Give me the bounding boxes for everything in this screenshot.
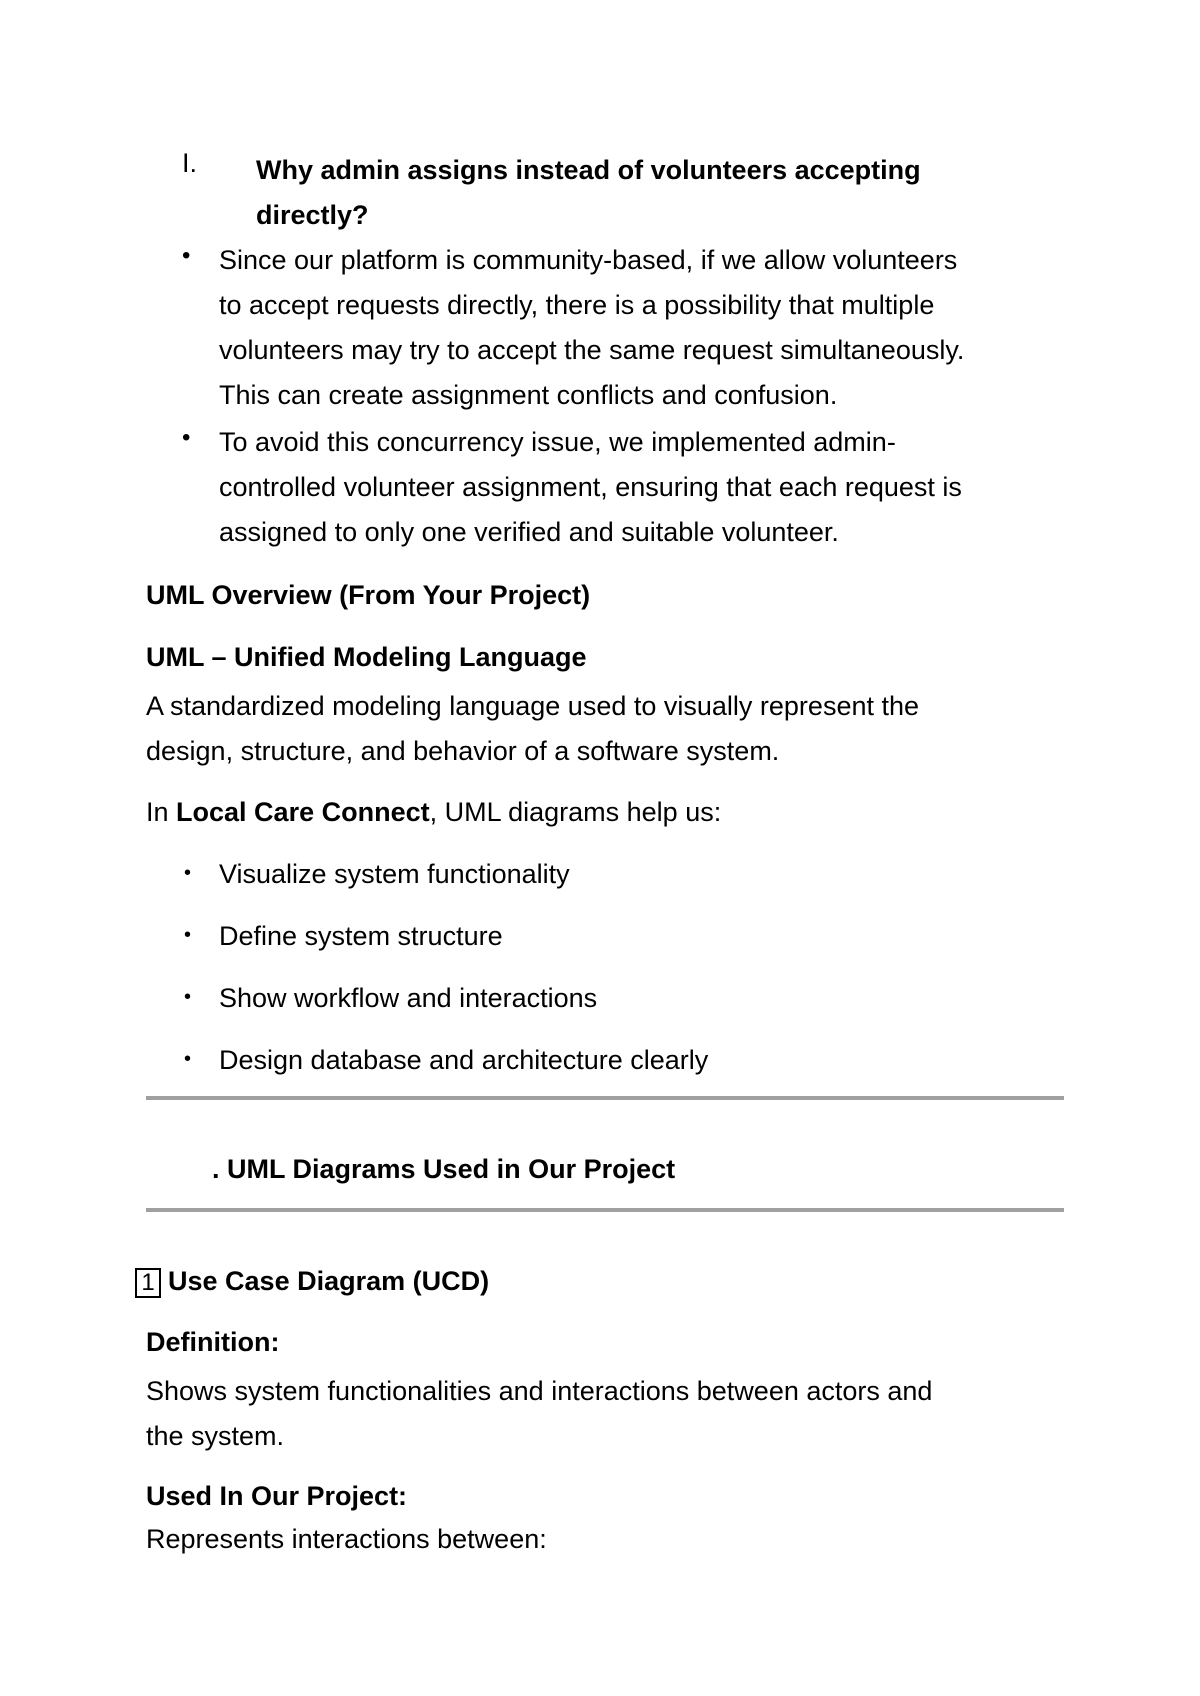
question-line-1: Why admin assigns instead of volunteers accepting [256, 155, 921, 185]
list-item: Visualize system functionality [219, 859, 570, 889]
question-heading [256, 148, 921, 238]
ucd-title: Use Case Diagram (UCD) [168, 1266, 490, 1296]
bullet-line: Since our platform is community-based, if we allow volunteers [219, 245, 958, 275]
project-name: Local Care Connect [176, 797, 430, 827]
definition-line: the system. [146, 1421, 285, 1451]
intro-suffix: , UML diagrams help us: [429, 797, 722, 827]
definition-text [146, 1369, 932, 1459]
list-bullet: • [184, 862, 192, 884]
used-label: Used In Our Project: [146, 1481, 408, 1511]
intro-prefix: In [146, 797, 177, 827]
bullet-marker: • [182, 242, 191, 269]
bullet-line: to accept requests directly, there is a possibility that multiple [219, 290, 935, 320]
definition-line: Shows system functionalities and interactions between actors and [146, 1376, 933, 1406]
uml-overview-heading: UML Overview (From Your Project) [146, 580, 591, 610]
question-number: I. [182, 148, 198, 178]
horizontal-rule [146, 1208, 1064, 1212]
bullet-line: volunteers may try to accept the same request simultaneously. [219, 335, 965, 365]
list-bullet: • [184, 986, 192, 1008]
bullet-line: assigned to only one verified and suitable volunteer. [219, 517, 839, 547]
list-bullet: • [184, 924, 192, 946]
bullet-marker: • [182, 424, 191, 451]
uml-definition [146, 684, 919, 774]
bullet-line: This can create assignment conflicts and confusion. [219, 380, 838, 410]
definition-label: Definition: [146, 1327, 280, 1357]
bullet-paragraph [219, 420, 962, 555]
bullet-line: To avoid this concurrency issue, we implemented admin- [219, 427, 896, 457]
used-text: Represents interactions between: [146, 1524, 547, 1554]
list-item: Design database and architecture clearly [219, 1045, 709, 1075]
bullet-line: controlled volunteer assignment, ensuring that each request is [219, 472, 962, 502]
uml-heading: UML – Unified Modeling Language [146, 642, 587, 672]
list-item: Define system structure [219, 921, 503, 951]
uml-definition-line: design, structure, and behavior of a software system. [146, 736, 780, 766]
bullet-paragraph [219, 238, 964, 418]
keycap-number-icon: 1 [135, 1268, 161, 1298]
horizontal-rule [146, 1096, 1064, 1100]
question-line-2: directly? [256, 200, 369, 230]
section-heading: . UML Diagrams Used in Our Project [212, 1154, 676, 1184]
intro-line [146, 797, 721, 828]
list-bullet: • [184, 1048, 192, 1070]
uml-definition-line: A standardized modeling language used to visually represent the [146, 691, 920, 721]
list-item: Show workflow and interactions [219, 983, 598, 1013]
